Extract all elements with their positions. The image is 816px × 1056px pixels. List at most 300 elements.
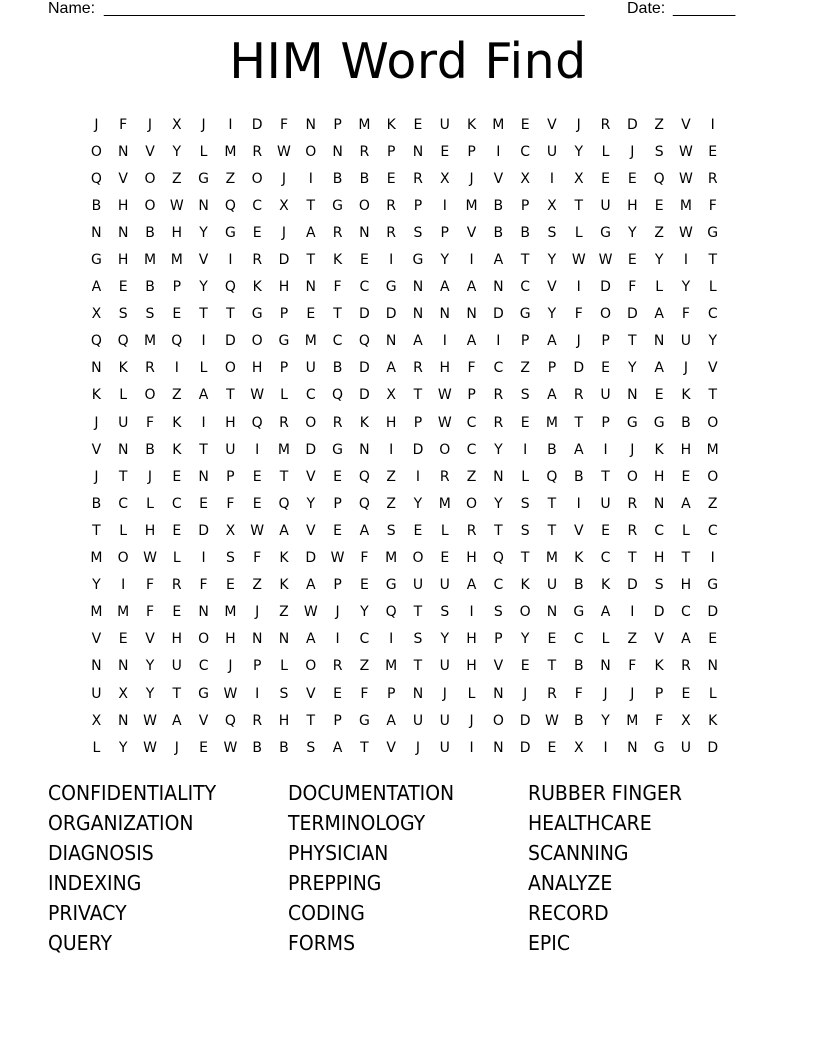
- grid-letter[interactable]: H: [117, 252, 129, 269]
- grid-letter[interactable]: M: [277, 441, 291, 458]
- grid-letter[interactable]: C: [332, 333, 343, 350]
- grid-letter[interactable]: G: [332, 197, 343, 214]
- grid-letter[interactable]: U: [91, 685, 102, 702]
- grid-letter[interactable]: B: [547, 441, 557, 458]
- grid-letter[interactable]: M: [545, 550, 558, 567]
- grid-letter[interactable]: A: [493, 252, 504, 269]
- grid-letter[interactable]: M: [117, 604, 130, 621]
- grid-letter[interactable]: Y: [654, 252, 664, 269]
- grid-letter[interactable]: J: [442, 685, 447, 702]
- grid-letter[interactable]: U: [439, 116, 450, 133]
- grid-letter[interactable]: E: [199, 495, 209, 512]
- grid-letter[interactable]: M: [224, 604, 237, 621]
- grid-letter[interactable]: H: [680, 577, 692, 594]
- date-blank-line[interactable]: _______: [673, 0, 736, 17]
- grid-letter[interactable]: R: [413, 360, 423, 377]
- grid-letter[interactable]: G: [626, 414, 638, 431]
- grid-letter[interactable]: B: [145, 224, 155, 241]
- grid-letter[interactable]: X: [573, 170, 584, 187]
- grid-letter[interactable]: N: [627, 739, 638, 756]
- grid-letter[interactable]: A: [305, 577, 316, 594]
- grid-letter[interactable]: S: [547, 224, 557, 241]
- grid-letter[interactable]: S: [440, 604, 450, 621]
- grid-letter[interactable]: I: [389, 441, 394, 458]
- grid-letter[interactable]: T: [226, 387, 235, 404]
- grid-letter[interactable]: O: [117, 550, 129, 567]
- grid-letter[interactable]: C: [171, 495, 182, 512]
- grid-letter[interactable]: D: [358, 306, 370, 323]
- grid-letter[interactable]: D: [278, 252, 290, 269]
- grid-letter[interactable]: M: [304, 333, 317, 350]
- grid-letter[interactable]: Y: [681, 279, 691, 296]
- grid-letter[interactable]: A: [681, 495, 691, 512]
- grid-letter[interactable]: O: [224, 360, 236, 377]
- grid-letter[interactable]: I: [630, 604, 635, 621]
- grid-letter[interactable]: K: [118, 360, 128, 377]
- grid-letter[interactable]: N: [198, 468, 209, 485]
- grid-letter[interactable]: R: [359, 143, 370, 160]
- grid-letter[interactable]: C: [359, 279, 370, 296]
- grid-letter[interactable]: B: [573, 577, 584, 594]
- grid-letter[interactable]: D: [707, 604, 719, 621]
- grid-letter[interactable]: B: [359, 170, 370, 187]
- grid-letter[interactable]: Q: [90, 333, 102, 350]
- grid-letter[interactable]: F: [708, 197, 717, 214]
- grid-letter[interactable]: O: [466, 495, 478, 512]
- grid-letter[interactable]: O: [144, 170, 156, 187]
- grid-letter[interactable]: Y: [145, 685, 155, 702]
- grid-letter[interactable]: S: [413, 631, 423, 648]
- grid-letter[interactable]: T: [574, 414, 584, 431]
- grid-letter[interactable]: G: [653, 739, 665, 756]
- grid-letter[interactable]: Y: [520, 631, 530, 648]
- grid-letter[interactable]: Y: [440, 631, 450, 648]
- grid-letter[interactable]: E: [386, 170, 396, 187]
- grid-letter[interactable]: E: [306, 306, 316, 323]
- grid-letter[interactable]: X: [171, 116, 182, 133]
- grid-letter[interactable]: X: [520, 170, 530, 187]
- grid-letter[interactable]: H: [466, 658, 477, 675]
- grid-letter[interactable]: J: [415, 739, 421, 756]
- grid-letter[interactable]: R: [600, 116, 611, 133]
- grid-letter[interactable]: P: [279, 306, 289, 323]
- grid-letter[interactable]: T: [306, 712, 316, 729]
- grid-letter[interactable]: W: [143, 739, 157, 756]
- grid-letter[interactable]: K: [708, 712, 718, 729]
- grid-letter[interactable]: Y: [708, 333, 717, 350]
- grid-letter[interactable]: F: [145, 604, 155, 621]
- grid-letter[interactable]: F: [145, 414, 155, 431]
- grid-letter[interactable]: A: [439, 279, 450, 296]
- grid-letter[interactable]: V: [198, 252, 209, 269]
- grid-letter[interactable]: P: [413, 197, 423, 214]
- grid-letter[interactable]: S: [520, 495, 530, 512]
- grid-letter[interactable]: D: [305, 441, 317, 458]
- grid-letter[interactable]: Q: [224, 712, 236, 729]
- grid-letter[interactable]: E: [520, 414, 530, 431]
- grid-letter[interactable]: M: [679, 197, 692, 214]
- grid-letter[interactable]: Y: [172, 143, 182, 160]
- grid-letter[interactable]: M: [90, 550, 103, 567]
- grid-letter[interactable]: P: [467, 143, 476, 160]
- grid-letter[interactable]: A: [466, 577, 477, 594]
- grid-letter[interactable]: S: [225, 550, 235, 567]
- grid-letter[interactable]: D: [412, 441, 424, 458]
- grid-letter[interactable]: X: [681, 712, 691, 729]
- grid-letter[interactable]: J: [630, 143, 635, 160]
- grid-letter[interactable]: A: [332, 739, 343, 756]
- grid-letter[interactable]: R: [493, 387, 504, 404]
- grid-letter[interactable]: U: [600, 495, 611, 512]
- grid-letter[interactable]: W: [169, 197, 184, 214]
- grid-letter[interactable]: G: [90, 252, 102, 269]
- grid-letter[interactable]: I: [308, 170, 313, 187]
- grid-letter[interactable]: N: [117, 224, 129, 241]
- grid-letter[interactable]: H: [278, 279, 290, 296]
- grid-letter[interactable]: R: [332, 658, 343, 675]
- grid-letter[interactable]: L: [655, 279, 664, 296]
- grid-letter[interactable]: R: [493, 414, 504, 431]
- grid-letter[interactable]: P: [226, 468, 235, 485]
- grid-letter[interactable]: R: [171, 577, 182, 594]
- grid-letter[interactable]: K: [520, 577, 530, 594]
- grid-letter[interactable]: A: [359, 522, 370, 539]
- grid-letter[interactable]: T: [681, 550, 691, 567]
- grid-letter[interactable]: H: [385, 414, 397, 431]
- grid-letter[interactable]: I: [710, 116, 715, 133]
- grid-letter[interactable]: L: [92, 739, 101, 756]
- grid-letter[interactable]: L: [708, 279, 717, 296]
- grid-letter[interactable]: W: [143, 712, 157, 729]
- grid-letter[interactable]: R: [413, 170, 423, 187]
- grid-letter[interactable]: T: [547, 522, 557, 539]
- grid-letter[interactable]: U: [412, 577, 424, 594]
- grid-letter[interactable]: E: [413, 522, 423, 539]
- grid-letter[interactable]: L: [708, 685, 717, 702]
- grid-letter[interactable]: T: [413, 387, 423, 404]
- grid-letter[interactable]: J: [469, 712, 474, 729]
- grid-letter[interactable]: E: [252, 495, 262, 512]
- grid-letter[interactable]: A: [573, 441, 584, 458]
- grid-letter[interactable]: J: [683, 360, 688, 377]
- grid-letter[interactable]: O: [707, 414, 719, 431]
- grid-letter[interactable]: R: [386, 197, 397, 214]
- grid-letter[interactable]: Y: [306, 495, 316, 512]
- grid-letter[interactable]: A: [547, 333, 557, 350]
- grid-letter[interactable]: P: [333, 712, 342, 729]
- grid-letter[interactable]: Z: [654, 116, 664, 133]
- grid-letter[interactable]: C: [520, 279, 531, 296]
- grid-letter[interactable]: V: [198, 712, 209, 729]
- grid-letter[interactable]: T: [92, 522, 101, 539]
- grid-letter[interactable]: Z: [171, 387, 182, 404]
- grid-letter[interactable]: M: [706, 441, 719, 458]
- grid-letter[interactable]: N: [493, 739, 504, 756]
- name-blank-line[interactable]: ______________________________________________________: [104, 0, 585, 17]
- grid-letter[interactable]: D: [492, 306, 504, 323]
- grid-letter[interactable]: N: [439, 306, 450, 323]
- grid-letter[interactable]: E: [440, 550, 450, 567]
- grid-letter[interactable]: R: [252, 712, 263, 729]
- grid-letter[interactable]: G: [600, 224, 611, 241]
- grid-letter[interactable]: K: [279, 550, 289, 567]
- grid-letter[interactable]: G: [412, 252, 424, 269]
- grid-letter[interactable]: O: [305, 414, 317, 431]
- grid-letter[interactable]: E: [172, 468, 182, 485]
- grid-letter[interactable]: Z: [359, 658, 370, 675]
- grid-letter[interactable]: F: [655, 712, 664, 729]
- grid-letter[interactable]: S: [386, 522, 396, 539]
- grid-letter[interactable]: F: [333, 279, 342, 296]
- grid-letter[interactable]: K: [332, 252, 343, 269]
- grid-letter[interactable]: N: [359, 224, 370, 241]
- grid-letter[interactable]: K: [252, 279, 262, 296]
- grid-letter[interactable]: N: [493, 685, 504, 702]
- grid-letter[interactable]: T: [360, 739, 369, 756]
- grid-letter[interactable]: T: [306, 197, 316, 214]
- grid-letter[interactable]: C: [466, 441, 477, 458]
- grid-letter[interactable]: L: [280, 387, 288, 404]
- grid-letter[interactable]: V: [145, 143, 155, 160]
- grid-letter[interactable]: C: [198, 658, 209, 675]
- grid-letter[interactable]: V: [654, 631, 664, 648]
- grid-letter[interactable]: Z: [279, 604, 289, 621]
- grid-letter[interactable]: Y: [413, 495, 423, 512]
- grid-letter[interactable]: Q: [653, 170, 665, 187]
- grid-letter[interactable]: R: [627, 495, 638, 512]
- grid-letter[interactable]: Q: [171, 333, 183, 350]
- grid-letter[interactable]: Q: [385, 604, 397, 621]
- grid-letter[interactable]: R: [573, 387, 584, 404]
- grid-letter[interactable]: L: [119, 387, 128, 404]
- grid-letter[interactable]: M: [545, 414, 558, 431]
- grid-letter[interactable]: K: [654, 441, 664, 458]
- grid-letter[interactable]: V: [118, 170, 128, 187]
- grid-letter[interactable]: D: [600, 279, 611, 296]
- grid-letter[interactable]: P: [386, 685, 396, 702]
- grid-letter[interactable]: O: [305, 658, 317, 675]
- grid-letter[interactable]: J: [281, 224, 287, 241]
- grid-letter[interactable]: N: [600, 658, 611, 675]
- grid-letter[interactable]: N: [412, 685, 424, 702]
- grid-letter[interactable]: J: [94, 468, 99, 485]
- grid-letter[interactable]: W: [437, 414, 452, 431]
- grid-letter[interactable]: D: [626, 306, 638, 323]
- grid-letter[interactable]: B: [145, 279, 155, 296]
- grid-letter[interactable]: V: [707, 360, 718, 377]
- grid-letter[interactable]: T: [333, 306, 342, 323]
- grid-letter[interactable]: W: [303, 604, 318, 621]
- grid-letter[interactable]: J: [228, 658, 233, 675]
- grid-letter[interactable]: M: [143, 252, 157, 269]
- grid-letter[interactable]: T: [413, 604, 423, 621]
- grid-letter[interactable]: H: [278, 712, 290, 729]
- grid-letter[interactable]: J: [576, 116, 581, 133]
- grid-letter[interactable]: A: [279, 522, 289, 539]
- grid-letter[interactable]: R: [681, 658, 691, 675]
- grid-letter[interactable]: A: [172, 712, 182, 729]
- grid-letter[interactable]: E: [252, 224, 262, 241]
- grid-letter[interactable]: T: [118, 468, 128, 485]
- grid-letter[interactable]: X: [279, 197, 289, 214]
- grid-letter[interactable]: K: [279, 577, 289, 594]
- grid-letter[interactable]: E: [333, 468, 342, 485]
- grid-letter[interactable]: E: [172, 522, 182, 539]
- grid-letter[interactable]: R: [547, 685, 557, 702]
- grid-letter[interactable]: R: [279, 414, 289, 431]
- grid-letter[interactable]: M: [358, 116, 371, 133]
- grid-letter[interactable]: W: [250, 522, 265, 539]
- grid-letter[interactable]: A: [91, 279, 102, 296]
- grid-letter[interactable]: Z: [466, 468, 477, 485]
- grid-letter[interactable]: L: [199, 143, 208, 160]
- grid-letter[interactable]: L: [146, 495, 154, 512]
- grid-letter[interactable]: V: [305, 685, 316, 702]
- grid-letter[interactable]: B: [493, 197, 504, 214]
- grid-letter[interactable]: D: [305, 550, 317, 567]
- grid-letter[interactable]: A: [386, 360, 396, 377]
- grid-letter[interactable]: I: [201, 414, 206, 431]
- grid-letter[interactable]: B: [573, 658, 584, 675]
- grid-letter[interactable]: Y: [118, 739, 128, 756]
- grid-letter[interactable]: N: [198, 604, 209, 621]
- grid-letter[interactable]: E: [199, 739, 209, 756]
- grid-letter[interactable]: P: [252, 658, 262, 675]
- grid-letter[interactable]: E: [547, 739, 557, 756]
- grid-letter[interactable]: S: [118, 306, 128, 323]
- grid-letter[interactable]: I: [335, 631, 340, 648]
- grid-letter[interactable]: I: [228, 116, 233, 133]
- grid-letter[interactable]: X: [91, 712, 102, 729]
- grid-letter[interactable]: S: [520, 387, 530, 404]
- grid-letter[interactable]: N: [305, 116, 317, 133]
- grid-letter[interactable]: O: [412, 550, 424, 567]
- grid-letter[interactable]: I: [469, 252, 474, 269]
- grid-letter[interactable]: N: [117, 441, 129, 458]
- grid-letter[interactable]: E: [601, 522, 610, 539]
- grid-letter[interactable]: W: [598, 252, 613, 269]
- grid-letter[interactable]: M: [626, 712, 639, 729]
- grid-letter[interactable]: F: [628, 279, 637, 296]
- grid-letter[interactable]: V: [305, 468, 316, 485]
- grid-letter[interactable]: U: [305, 360, 316, 377]
- grid-letter[interactable]: Z: [171, 170, 182, 187]
- grid-letter[interactable]: C: [707, 306, 718, 323]
- grid-letter[interactable]: W: [277, 143, 291, 160]
- grid-letter[interactable]: I: [603, 739, 608, 756]
- grid-letter[interactable]: D: [224, 333, 236, 350]
- grid-letter[interactable]: E: [225, 577, 235, 594]
- grid-letter[interactable]: R: [707, 170, 718, 187]
- grid-letter[interactable]: P: [547, 360, 557, 377]
- grid-letter[interactable]: X: [91, 306, 102, 323]
- grid-letter[interactable]: W: [223, 739, 238, 756]
- grid-letter[interactable]: T: [494, 522, 503, 539]
- grid-letter[interactable]: O: [144, 197, 156, 214]
- grid-letter[interactable]: X: [225, 522, 236, 539]
- grid-letter[interactable]: I: [496, 333, 501, 350]
- grid-letter[interactable]: A: [305, 224, 316, 241]
- grid-letter[interactable]: H: [144, 522, 156, 539]
- grid-letter[interactable]: B: [573, 712, 584, 729]
- grid-letter[interactable]: U: [439, 658, 450, 675]
- grid-letter[interactable]: E: [413, 116, 423, 133]
- grid-letter[interactable]: P: [520, 333, 530, 350]
- grid-letter[interactable]: N: [91, 224, 102, 241]
- grid-letter[interactable]: J: [147, 116, 153, 133]
- grid-letter[interactable]: T: [520, 252, 530, 269]
- grid-letter[interactable]: N: [412, 143, 424, 160]
- grid-letter[interactable]: E: [627, 252, 637, 269]
- grid-letter[interactable]: G: [653, 414, 665, 431]
- grid-letter[interactable]: Y: [145, 658, 155, 675]
- grid-letter[interactable]: N: [91, 360, 102, 377]
- grid-letter[interactable]: E: [708, 631, 718, 648]
- grid-letter[interactable]: F: [360, 685, 369, 702]
- grid-letter[interactable]: P: [440, 224, 449, 241]
- grid-letter[interactable]: A: [654, 306, 664, 323]
- grid-letter[interactable]: L: [199, 360, 208, 377]
- grid-letter[interactable]: C: [707, 522, 718, 539]
- grid-letter[interactable]: J: [603, 685, 608, 702]
- grid-letter[interactable]: A: [386, 712, 396, 729]
- grid-letter[interactable]: E: [359, 252, 369, 269]
- grid-letter[interactable]: C: [252, 197, 263, 214]
- grid-letter[interactable]: Y: [547, 252, 557, 269]
- grid-letter[interactable]: C: [600, 550, 611, 567]
- grid-letter[interactable]: Y: [92, 577, 101, 594]
- grid-letter[interactable]: P: [601, 414, 610, 431]
- grid-letter[interactable]: R: [332, 414, 343, 431]
- grid-letter[interactable]: D: [573, 360, 585, 377]
- grid-letter[interactable]: Q: [224, 279, 236, 296]
- grid-letter[interactable]: I: [523, 441, 528, 458]
- grid-letter[interactable]: N: [493, 468, 504, 485]
- grid-letter[interactable]: T: [306, 252, 316, 269]
- grid-letter[interactable]: J: [255, 604, 260, 621]
- grid-letter[interactable]: P: [386, 143, 396, 160]
- grid-letter[interactable]: E: [681, 468, 691, 485]
- grid-letter[interactable]: R: [332, 224, 343, 241]
- grid-letter[interactable]: E: [547, 631, 557, 648]
- grid-letter[interactable]: N: [198, 197, 209, 214]
- grid-letter[interactable]: M: [385, 658, 398, 675]
- grid-letter[interactable]: V: [493, 658, 504, 675]
- grid-letter[interactable]: B: [252, 739, 262, 756]
- grid-letter[interactable]: U: [118, 414, 129, 431]
- grid-letter[interactable]: V: [386, 739, 396, 756]
- word-search-grid[interactable]: [83, 111, 726, 761]
- grid-letter[interactable]: P: [333, 495, 342, 512]
- grid-letter[interactable]: D: [653, 604, 665, 621]
- grid-letter[interactable]: M: [438, 495, 451, 512]
- grid-letter[interactable]: I: [496, 143, 501, 160]
- grid-letter[interactable]: O: [707, 468, 719, 485]
- grid-letter[interactable]: K: [466, 116, 477, 133]
- grid-letter[interactable]: T: [708, 387, 717, 404]
- grid-letter[interactable]: E: [520, 658, 530, 675]
- grid-letter[interactable]: H: [225, 631, 236, 648]
- grid-letter[interactable]: P: [279, 360, 289, 377]
- grid-letter[interactable]: V: [547, 116, 557, 133]
- grid-letter[interactable]: W: [545, 712, 559, 729]
- grid-letter[interactable]: U: [225, 441, 236, 458]
- grid-letter[interactable]: I: [683, 252, 688, 269]
- grid-letter[interactable]: T: [279, 468, 289, 485]
- grid-letter[interactable]: G: [224, 224, 236, 241]
- grid-letter[interactable]: C: [118, 495, 129, 512]
- grid-letter[interactable]: C: [654, 522, 665, 539]
